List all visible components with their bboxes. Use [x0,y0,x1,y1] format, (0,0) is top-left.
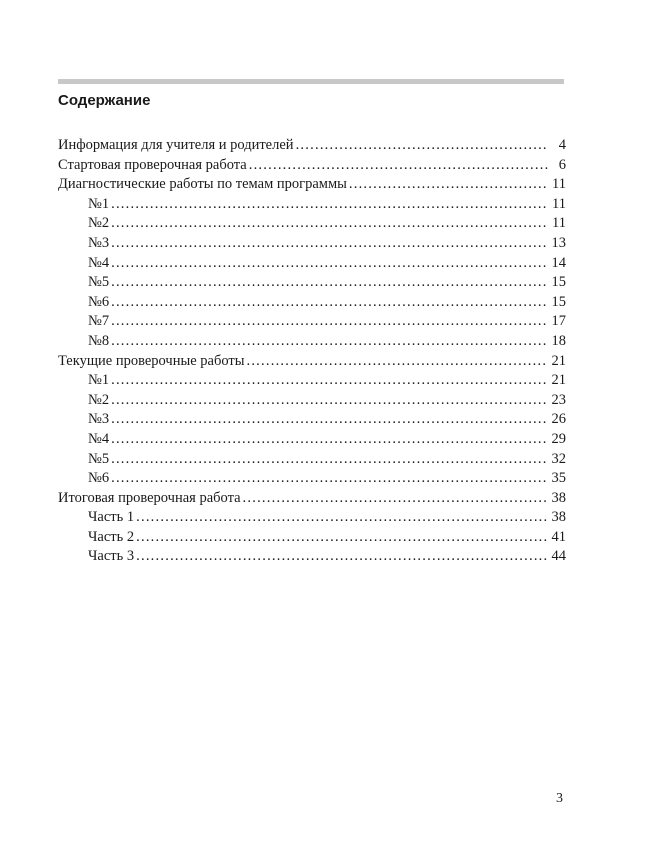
toc-entry-label: №6 [88,470,110,487]
toc-entry[interactable] [58,136,566,156]
toc-entry-page: 14 [551,254,566,271]
dot-leader [111,312,548,332]
toc-entry[interactable] [58,450,566,470]
dot-leader [136,528,548,548]
toc-entry-page: 41 [551,528,566,545]
toc-entry-label: Стартовая проверочная работа [58,156,247,173]
top-rule [58,79,564,84]
toc-entry-page: 13 [551,234,566,251]
toc-entry-label: Часть 3 [88,548,135,565]
toc-entry[interactable] [58,234,566,254]
dot-leader [249,156,548,176]
dot-leader [111,450,548,470]
toc-entry[interactable] [58,156,566,176]
toc-entry[interactable] [58,547,566,567]
dot-leader [111,214,548,234]
dot-leader [349,175,548,195]
toc-entry-label: Часть 1 [88,509,135,526]
toc-entry-page: 35 [551,470,566,487]
toc-entry-label: №8 [88,332,110,349]
toc-entry-label: №4 [88,430,110,447]
page-number: 3 [556,791,563,806]
toc-entry[interactable] [58,371,566,391]
toc-entry-page: 11 [552,176,566,193]
toc-entry-label: Часть 2 [88,528,135,545]
dot-leader [136,508,548,528]
dot-leader [296,136,548,156]
toc-entry-page: 26 [551,411,566,428]
toc-entry[interactable] [58,214,566,234]
toc-entry[interactable] [58,352,566,372]
toc-entry-page: 29 [551,430,566,447]
dot-leader [243,489,548,509]
toc-entry-label: №1 [88,372,110,389]
toc-entry-label: Текущие проверочные работы [58,352,245,369]
toc-entry[interactable] [58,410,566,430]
toc-entry-page: 18 [551,332,566,349]
toc-entry-label: №2 [88,391,110,408]
dot-leader [111,234,548,254]
toc-entry-label: №4 [88,254,110,271]
toc-entry[interactable] [58,430,566,450]
toc-entry-label: №3 [88,411,110,428]
dot-leader [111,371,548,391]
toc-entry-label: Информация для учителя и родителей [58,137,294,153]
toc-entry-page: 23 [551,391,566,408]
toc-entry[interactable] [58,489,566,509]
toc-entry-label: Итоговая проверочная работа [58,489,241,506]
dot-leader [111,254,548,274]
dot-leader [111,430,548,450]
toc-entry-page: 38 [551,509,566,526]
toc-entry-label: Диагностические работы по темам программы [58,176,347,193]
toc-entry-label: №2 [88,215,110,232]
toc-entry[interactable] [58,528,566,548]
toc-entry-page: 6 [558,156,566,173]
dot-leader [111,273,548,293]
dot-leader [111,391,548,411]
dot-leader [111,293,548,313]
toc-entry-page: 21 [551,352,566,369]
toc-entry[interactable] [58,312,566,332]
toc-entry[interactable] [58,391,566,411]
toc-heading: Содержание [58,92,151,109]
toc-entry[interactable] [58,332,566,352]
dot-leader [246,352,548,372]
dot-leader [111,410,548,430]
toc-entry-page: 38 [551,489,566,506]
dot-leader [136,547,548,567]
toc-entry[interactable] [58,508,566,528]
toc-entry-page: 17 [551,313,566,330]
dot-leader [111,469,548,489]
toc-entry-label: №5 [88,274,110,291]
toc-entry[interactable] [58,254,566,274]
toc-entry-label: №1 [88,195,110,212]
toc-entry-label: №3 [88,234,110,251]
toc-entry-page: 11 [552,195,566,212]
toc-entry-label: №5 [88,450,110,467]
toc-entry-page: 21 [551,372,566,389]
toc-entry[interactable] [58,273,566,293]
toc-entry-page: 32 [551,450,566,467]
toc-entry-page: 11 [552,215,566,232]
toc-entry-page: 15 [551,274,566,291]
toc-entry-label: №7 [88,313,110,330]
toc-entry[interactable] [58,293,566,313]
toc-entry-page: 15 [551,293,566,310]
toc-entry[interactable] [58,175,566,195]
dot-leader [111,195,548,215]
toc-entry-label: №6 [88,293,110,310]
table-of-contents [58,136,566,567]
toc-entry-page: 4 [558,137,566,153]
toc-entry-page: 44 [551,548,566,565]
toc-entry[interactable] [58,195,566,215]
dot-leader [111,332,548,352]
toc-entry[interactable] [58,469,566,489]
